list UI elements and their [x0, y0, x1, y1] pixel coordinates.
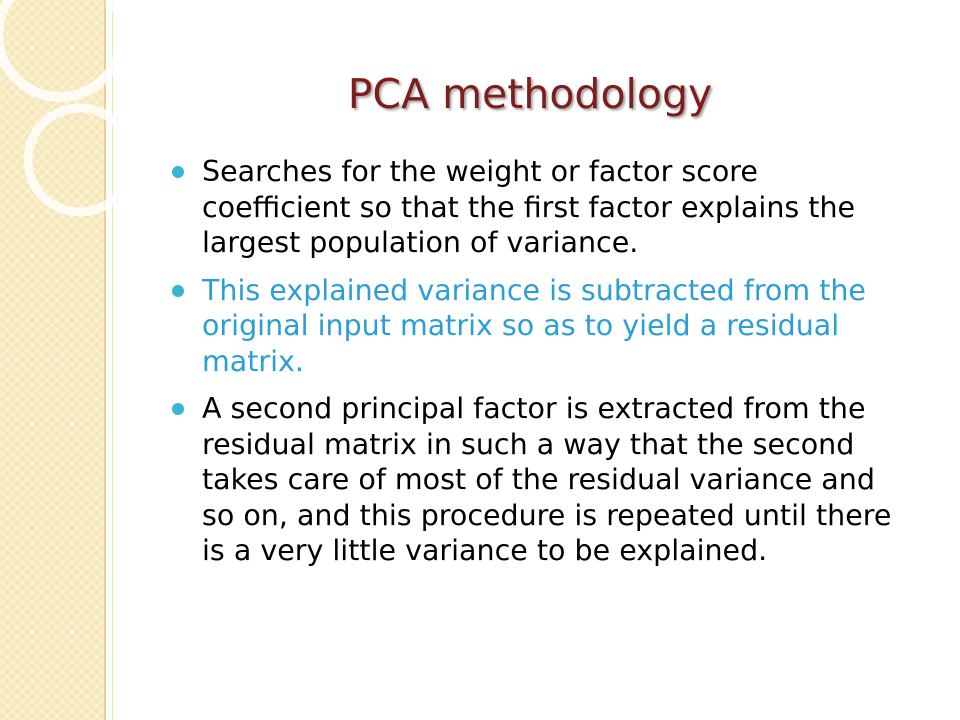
- bullet-text: Searches for the weight or factor score coefficient so that the first factor explains the largest population of variance.: [202, 155, 856, 259]
- bullet-marker: [172, 166, 184, 178]
- side-panel-pattern: [0, 0, 104, 720]
- bullet-marker: [172, 285, 184, 297]
- bullet-item: [168, 273, 913, 380]
- bullet-text: A second principal factor is extracted from the residual matrix in such a way that the second takes care of most of the residual variance and so on, and this procedure is repeated until there is a very little variance to be explained.: [202, 392, 892, 567]
- bullet-item: [168, 154, 913, 261]
- side-divider-thin-line: [112, 0, 113, 720]
- bullet-item: [168, 391, 913, 569]
- bullet-marker: [172, 403, 184, 415]
- slide-title: PCA methodology: [347, 70, 713, 118]
- side-divider-line: [104, 0, 106, 720]
- bullet-list: [168, 154, 913, 581]
- bullet-text: This explained variance is subtracted from the original input matrix so as to yield a residual matrix.: [202, 273, 866, 378]
